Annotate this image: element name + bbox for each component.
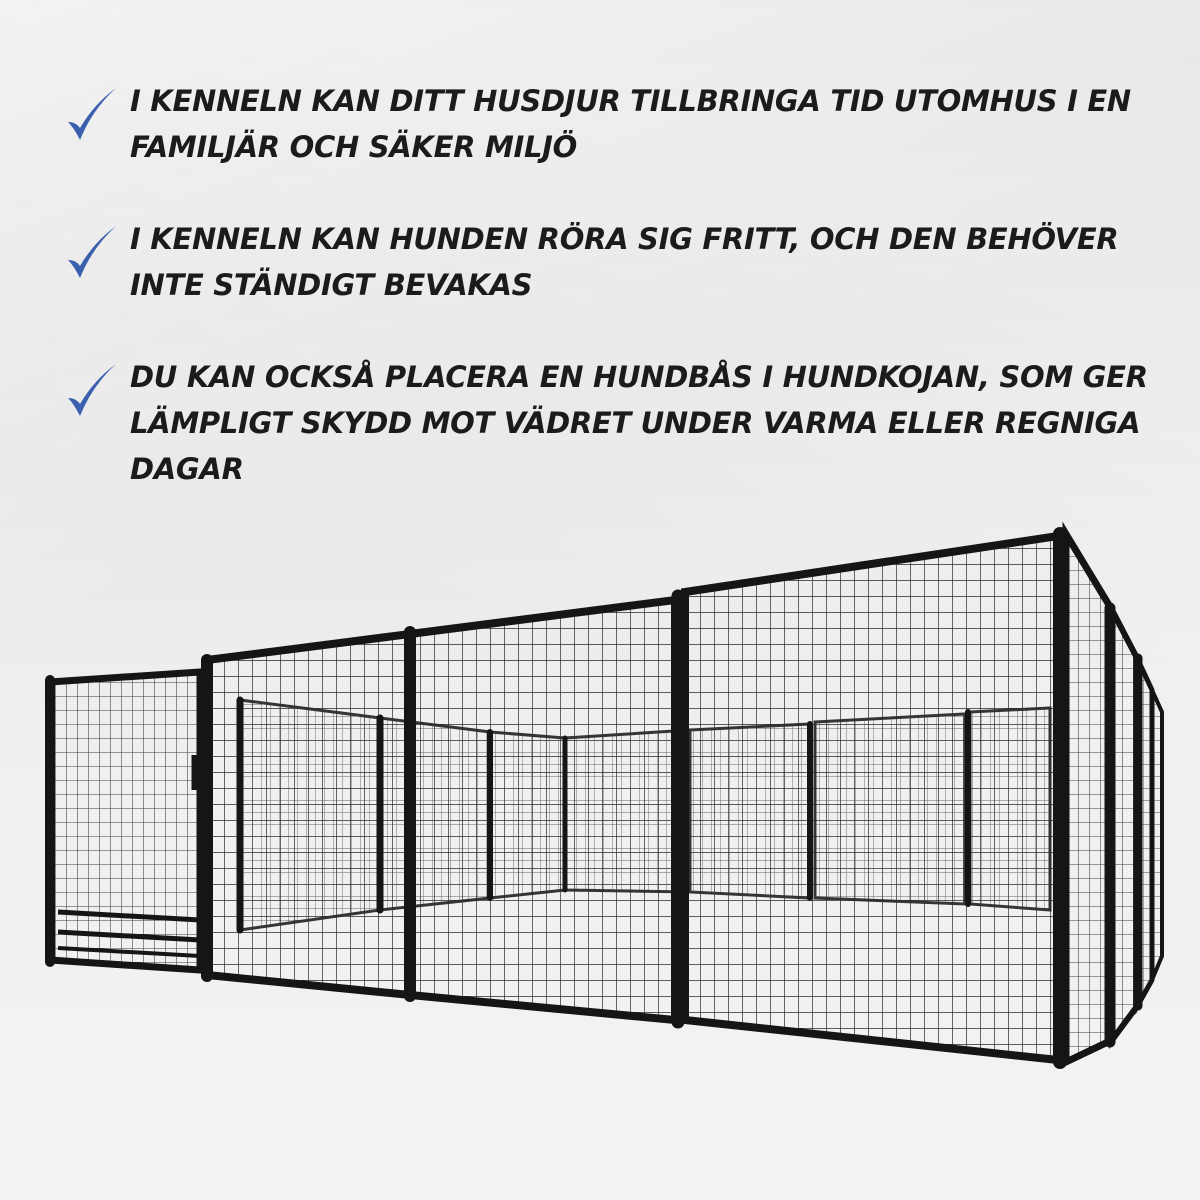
feature-list xyxy=(0,0,1200,486)
front-wall xyxy=(207,536,1058,1060)
feature-text: I KENNELN KAN DITT HUSDJUR TILLBRINGA TID UTOMHUS I EN FAMILJÄR OCH SÄKER MILJÖ xyxy=(130,84,1131,164)
checkmark-icon xyxy=(64,84,118,144)
gate-panel xyxy=(50,672,200,970)
feature-item xyxy=(60,216,1170,306)
checkmark-icon xyxy=(64,222,118,282)
checkmark-icon xyxy=(64,360,118,420)
dog-kennel-illustration xyxy=(0,500,1200,1100)
feature-item xyxy=(60,78,1170,168)
feature-text: DU KAN OCKSÅ PLACERA EN HUNDBÅS I HUNDKOJAN, SOM GER LÄMPLIGT SKYDD MOT VÄDRET UNDER VARMA ELLER REGNIGA DAGAR xyxy=(130,360,1148,486)
feature-item xyxy=(60,354,1170,486)
feature-text: I KENNELN KAN HUNDEN RÖRA SIG FRITT, OCH DEN BEHÖVER INTE STÄNDIGT BEVAKAS xyxy=(130,222,1119,302)
